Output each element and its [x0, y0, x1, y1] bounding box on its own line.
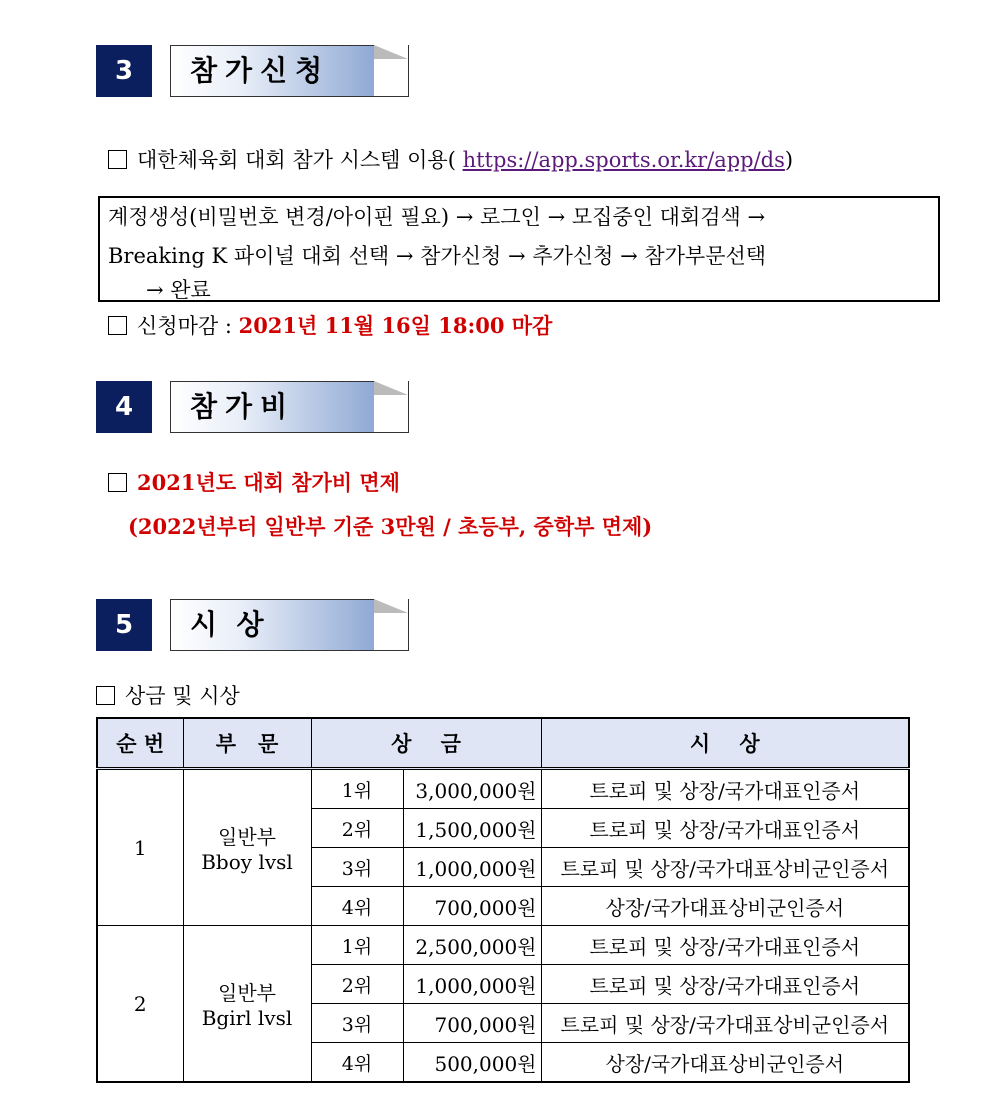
- cell-no: 1: [97, 769, 183, 926]
- cell-amount: 700,000원: [403, 887, 541, 926]
- flow-line-3: → 완료: [146, 278, 211, 302]
- section-number-4: 4: [96, 381, 152, 433]
- awards-table: [96, 717, 910, 1083]
- cell-award: 트로피 및 상장/국가대표인증서: [541, 769, 909, 809]
- division-name: 일반부: [218, 981, 276, 1005]
- table-row: [97, 926, 909, 965]
- section-title-fee: [170, 381, 408, 433]
- cell-rank: 3위: [311, 1004, 403, 1043]
- cell-award: 트로피 및 상장/국가대표상비군인증서: [541, 848, 909, 887]
- cell-award: 상장/국가대표상비군인증서: [541, 887, 909, 926]
- section-title-label: 시 상: [190, 608, 264, 641]
- division-class: Bboy lvsl: [201, 850, 293, 874]
- header-award: 시 상: [541, 718, 909, 769]
- header-division: 부 문: [183, 718, 311, 769]
- cell-rank: 2위: [311, 965, 403, 1004]
- awards-caption: 상금 및 시상: [96, 680, 240, 710]
- deadline-value: 2021년 11월 16일 18:00 마감: [238, 313, 553, 338]
- cell-division: [183, 926, 311, 1083]
- checkbox-icon: [96, 686, 115, 705]
- header-prize: 상 금: [311, 718, 541, 769]
- division-class: Bgirl lvsl: [201, 1006, 293, 1030]
- section-number-5: 5: [96, 599, 152, 651]
- apply-link[interactable]: https://app.sports.or.kr/app/ds: [462, 148, 785, 172]
- cell-award: 트로피 및 상장/국가대표인증서: [541, 809, 909, 848]
- cell-amount: 1,500,000원: [403, 809, 541, 848]
- cell-amount: 700,000원: [403, 1004, 541, 1043]
- section-number-3: 3: [96, 45, 152, 97]
- checkbox-icon: [108, 316, 127, 335]
- cell-award: 트로피 및 상장/국가대표인증서: [541, 926, 909, 965]
- table-header-row: [97, 718, 909, 769]
- table-row: [97, 769, 909, 809]
- cell-amount: 500,000원: [403, 1043, 541, 1083]
- header-no: 순 번: [97, 718, 183, 769]
- division-name: 일반부: [218, 825, 276, 849]
- cell-award: 트로피 및 상장/국가대표인증서: [541, 965, 909, 1004]
- cell-award: 트로피 및 상장/국가대표상비군인증서: [541, 1004, 909, 1043]
- section-title-label: 참가신청: [190, 54, 331, 87]
- cell-amount: 1,000,000원: [403, 965, 541, 1004]
- cell-rank: 3위: [311, 848, 403, 887]
- cell-rank: 1위: [311, 769, 403, 809]
- apply-flow-box: [98, 196, 940, 302]
- section-title-awards: [170, 599, 408, 651]
- cell-amount: 1,000,000원: [403, 848, 541, 887]
- flow-line-2: Breaking K 파이널 대회 선택 → 참가신청 → 추가신청 → 참가부문선택: [108, 244, 767, 268]
- cell-no: 2: [97, 926, 183, 1083]
- section-title-apply: [170, 45, 408, 97]
- checkbox-icon: [108, 473, 127, 492]
- flow-line-1: 계정생성(비밀번호 변경/아이핀 필요) → 로그인 → 모집중인 대회검색 →: [108, 205, 766, 229]
- cell-amount: 3,000,000원: [403, 769, 541, 809]
- cell-rank: 4위: [311, 1043, 403, 1083]
- deadline-line: 신청마감 : 2021년 11월 16일 18:00 마감: [108, 310, 552, 340]
- checkbox-icon: [108, 150, 127, 169]
- cell-award: 상장/국가대표상비군인증서: [541, 1043, 909, 1083]
- section-title-label: 참가비: [190, 390, 296, 423]
- cell-rank: 2위: [311, 809, 403, 848]
- cell-amount: 2,500,000원: [403, 926, 541, 965]
- cell-division: [183, 769, 311, 926]
- apply-system-line: 대한체육회 대회 참가 시스템 이용( https://app.sports.or.kr/app/ds): [108, 144, 793, 174]
- fee-line-1: 2021년도 대회 참가비 면제: [108, 467, 400, 497]
- cell-rank: 4위: [311, 887, 403, 926]
- cell-rank: 1위: [311, 926, 403, 965]
- fee-line-2: (2022년부터 일반부 기준 3만원 / 초등부, 중학부 면제): [128, 514, 653, 539]
